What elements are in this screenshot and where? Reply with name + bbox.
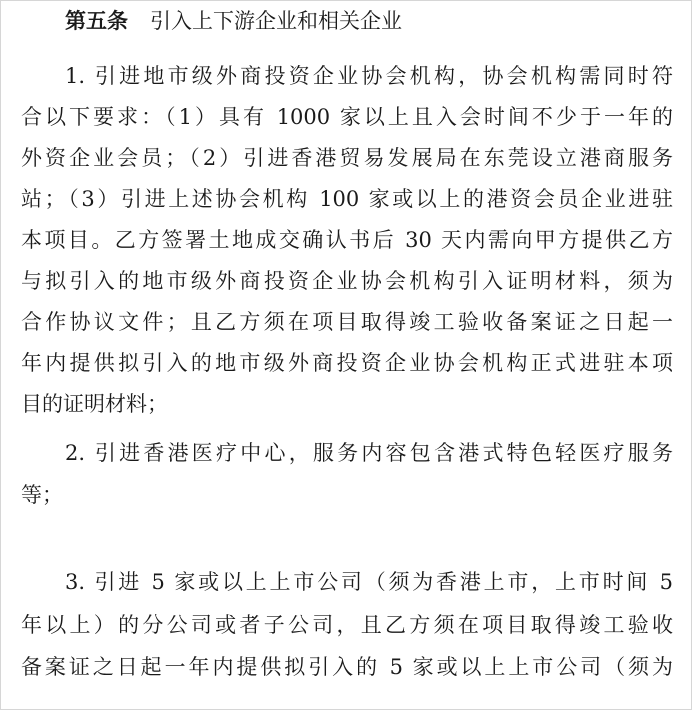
paragraph-line: 目的证明材料；	[21, 392, 168, 416]
paragraph-line: 与拟引入的地市级外商投资企业协会机构引入证明材料，须为	[21, 269, 673, 293]
article-heading	[65, 7, 665, 37]
paragraph-line: 合作协议文件；且乙方须在项目取得竣工验收备案证之日起一	[21, 310, 673, 334]
paragraph-line: 年以上）的分公司或者子公司，且乙方须在项目取得竣工验收	[21, 613, 673, 637]
article-number: 第五条	[65, 9, 128, 33]
paragraph-line: 1. 引进地市级外商投资企业协会机构，协会机构需同时符	[65, 64, 673, 88]
paragraph-line: 外资企业会员；（2）引进香港贸易发展局在东莞设立港商服务	[21, 146, 673, 170]
paragraph-line: 等；	[21, 483, 63, 507]
paragraph-line: 站；（3）引进上述协会机构 100 家或以上的港资会员企业进驻	[21, 187, 673, 211]
paragraph-line: 2. 引进香港医疗中心，服务内容包含港式特色轻医疗服务	[65, 441, 673, 465]
paragraph-line: 合以下要求：（1）具有 1000 家以上且入会时间不少于一年的	[21, 105, 673, 129]
paragraph-line: 3. 引进 5 家或以上上市公司（须为香港上市，上市时间 5	[65, 570, 673, 594]
article-title: 引入上下游企业和相关企业	[150, 9, 402, 33]
paragraph-line: 本项目。乙方签署土地成交确认书后 30 天内需向甲方提供乙方	[21, 228, 673, 252]
paragraph-line: 备案证之日起一年内提供拟引入的 5 家或以上上市公司（须为	[21, 655, 673, 679]
paragraph-line: 年内提供拟引入的地市级外商投资企业协会机构正式进驻本项	[21, 351, 673, 375]
